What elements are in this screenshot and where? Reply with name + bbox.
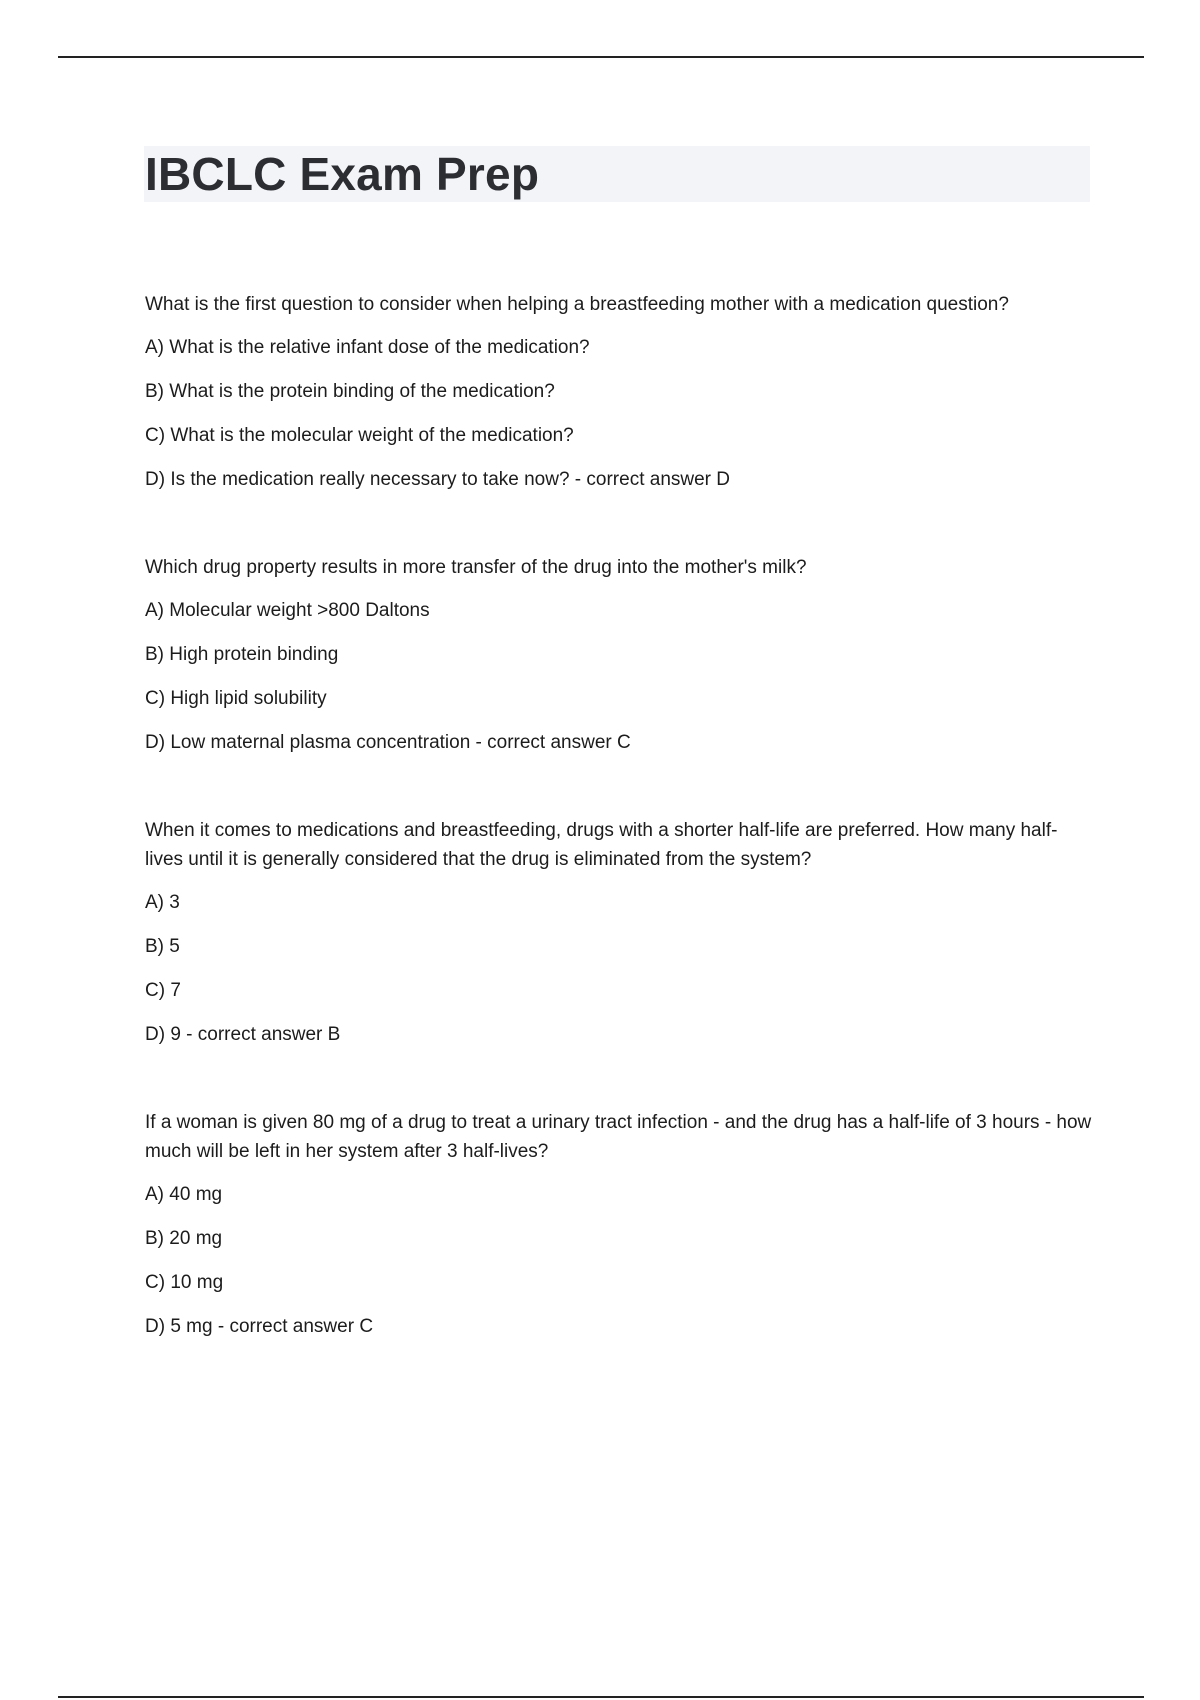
question-block-1 [145,290,1095,494]
option-c: C) 10 mg [145,1272,224,1293]
option-b: B) What is the protein binding of the medication? [145,381,555,402]
question-block-2 [145,553,1095,757]
spacer [145,494,1095,553]
option-d-with-answer: D) Is the medication really necessary to take now? - correct answer D [145,469,731,490]
page-title: IBCLC Exam Prep [145,148,540,200]
option-c: C) What is the molecular weight of the medication? [145,425,574,446]
question-block-3 [145,816,1095,1049]
option-a: A) 3 [145,892,180,913]
option-d-with-answer: D) Low maternal plasma concentration - correct answer C [145,732,631,753]
spacer [145,757,1095,816]
question-text: What is the first question to consider when helping a breastfeeding mother with a medication question? [145,294,1009,315]
option-a: A) What is the relative infant dose of the medication? [145,337,590,358]
option-b: B) 5 [145,936,180,957]
spacer [145,1049,1095,1108]
option-b: B) High protein binding [145,644,339,665]
option-b: B) 20 mg [145,1228,223,1249]
page-top-rule [58,56,1144,58]
question-text: When it comes to medications and breastfeeding, drugs with a shorter half-life are preferred. How many half-lives until it is generally considered that the drug is eliminated from the system? [145,820,1058,870]
page-bottom-rule [58,1696,1144,1698]
question-list [145,290,1095,1341]
question-block-4 [145,1108,1095,1341]
question-text: Which drug property results in more transfer of the drug into the mother's milk? [145,557,807,578]
option-a: A) Molecular weight >800 Daltons [145,600,430,621]
question-text: If a woman is given 80 mg of a drug to treat a urinary tract infection - and the drug has a half-life of 3 hours - how much will be left in her system after 3 half-lives? [145,1112,1092,1162]
option-d-with-answer: D) 5 mg - correct answer C [145,1316,374,1337]
option-c: C) High lipid solubility [145,688,327,709]
option-c: C) 7 [145,980,181,1001]
option-d-with-answer: D) 9 - correct answer B [145,1024,341,1045]
option-a: A) 40 mg [145,1184,223,1205]
